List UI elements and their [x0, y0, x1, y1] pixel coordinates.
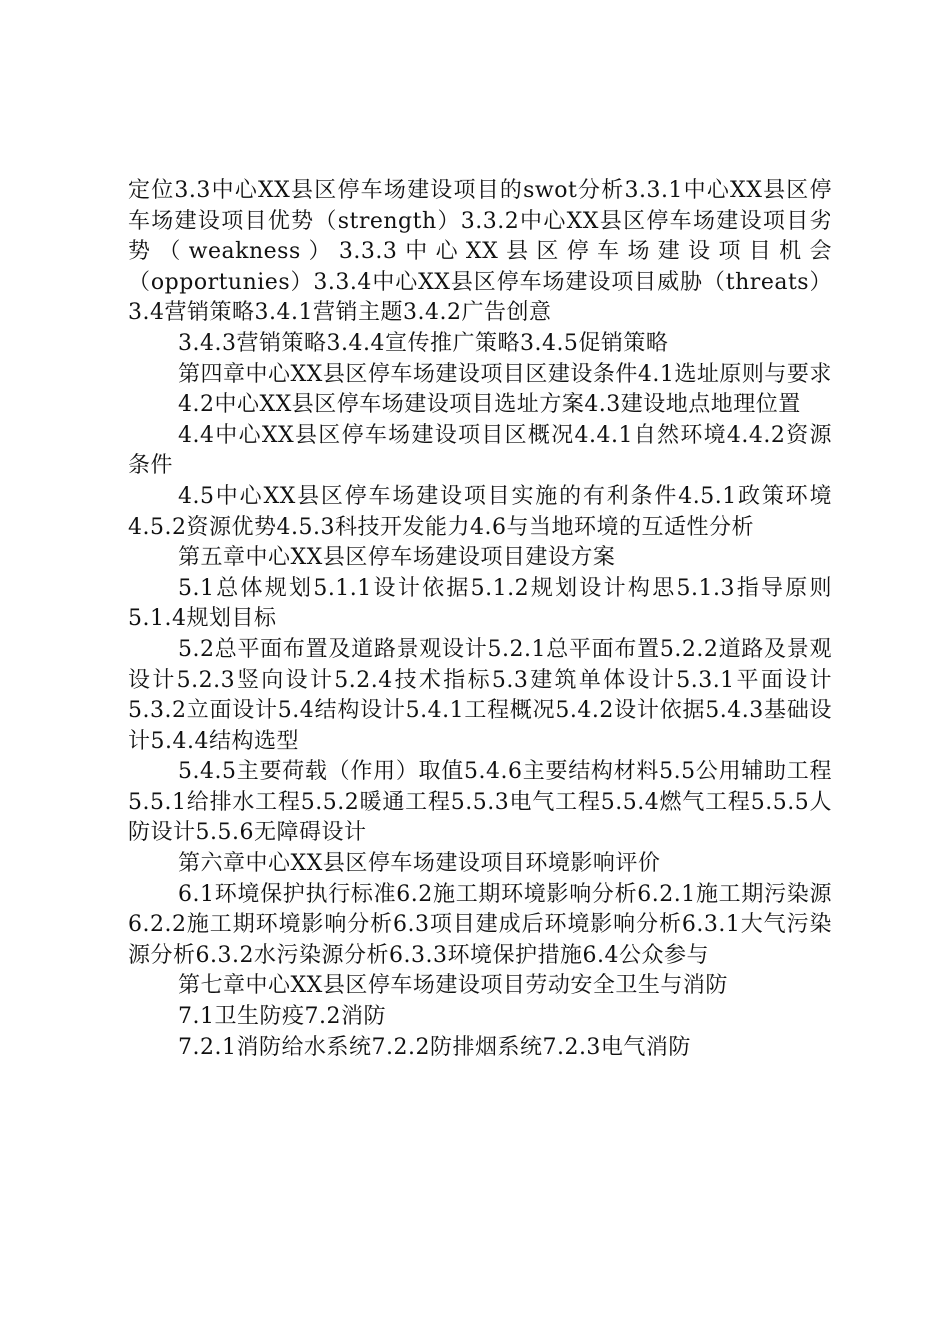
chapter-5-heading: 第五章中心XX县区停车场建设项目建设方案	[178, 545, 616, 571]
paragraph-4-4: 4.4中心XX县区停车场建设项目区概况4.4.1自然环境4.4.2资源条件	[128, 422, 832, 479]
chapter-7-heading: 第七章中心XX县区停车场建设项目劳动安全卫生与消防	[178, 973, 728, 999]
paragraph-5-1: 5.1总体规划5.1.1设计依据5.1.2规划设计构思5.1.3指导原则5.1.4规划目标	[128, 575, 832, 632]
chapter-4-heading: 第四章中心XX县区停车场建设项目区建设条件4.1选址原则与要求	[178, 361, 832, 387]
paragraph-6-1: 6.1环境保护执行标准6.2施工期环境影响分析6.2.1施工期污染源6.2.2施工期环境影响分析6.3项目建成后环境影响分析6.3.1大气污染源分析6.3.2水污染源分析6.3.3环境保护措施6.4公众参与	[128, 881, 832, 968]
paragraph-4-2: 4.2中心XX县区停车场建设项目选址方案4.3建设地点地理位置	[178, 392, 801, 418]
paragraph-7-1: 7.1卫生防疫7.2消防	[178, 1004, 386, 1030]
paragraph-5-2: 5.2总平面布置及道路景观设计5.2.1总平面布置5.2.2道路及景观设计5.2.3竖向设计5.2.4技术指标5.3建筑单体设计5.3.1平面设计5.3.2立面设计5.4结构设计5.4.1工程概况5.4.2设计依据5.4.3基础设计5.4.4结构选型	[128, 636, 832, 754]
document-body	[128, 176, 832, 1063]
chapter-6-heading: 第六章中心XX县区停车场建设项目环境影响评价	[178, 851, 661, 877]
paragraph-marketing-strategy: 3.4.3营销策略3.4.4宣传推广策略3.4.5促销策略	[178, 330, 669, 356]
paragraph-swot-marketing: 定位3.3中心XX县区停车场建设项目的swot分析3.3.1中心XX县区停车场建设项目优势（strength）3.3.2中心XX县区停车场建设项目劣势（weakness）3.3.3中心XX县区停车场建设项目机会（opportunies）3.3.4中心XX县区停车场建设项目威胁（threats）3.4营销策略3.4.1营销主题3.4.2广告创意	[128, 178, 832, 326]
paragraph-5-4-5: 5.4.5主要荷载（作用）取值5.4.6主要结构材料5.5公用辅助工程5.5.1给排水工程5.5.2暖通工程5.5.3电气工程5.5.4燃气工程5.5.5人防设计5.5.6无障碍设计	[128, 759, 832, 846]
paragraph-7-2-1: 7.2.1消防给水系统7.2.2防排烟系统7.2.3电气消防	[178, 1034, 691, 1060]
paragraph-4-5: 4.5中心XX县区停车场建设项目实施的有利条件4.5.1政策环境4.5.2资源优势4.5.3科技开发能力4.6与当地环境的互适性分析	[128, 483, 832, 540]
